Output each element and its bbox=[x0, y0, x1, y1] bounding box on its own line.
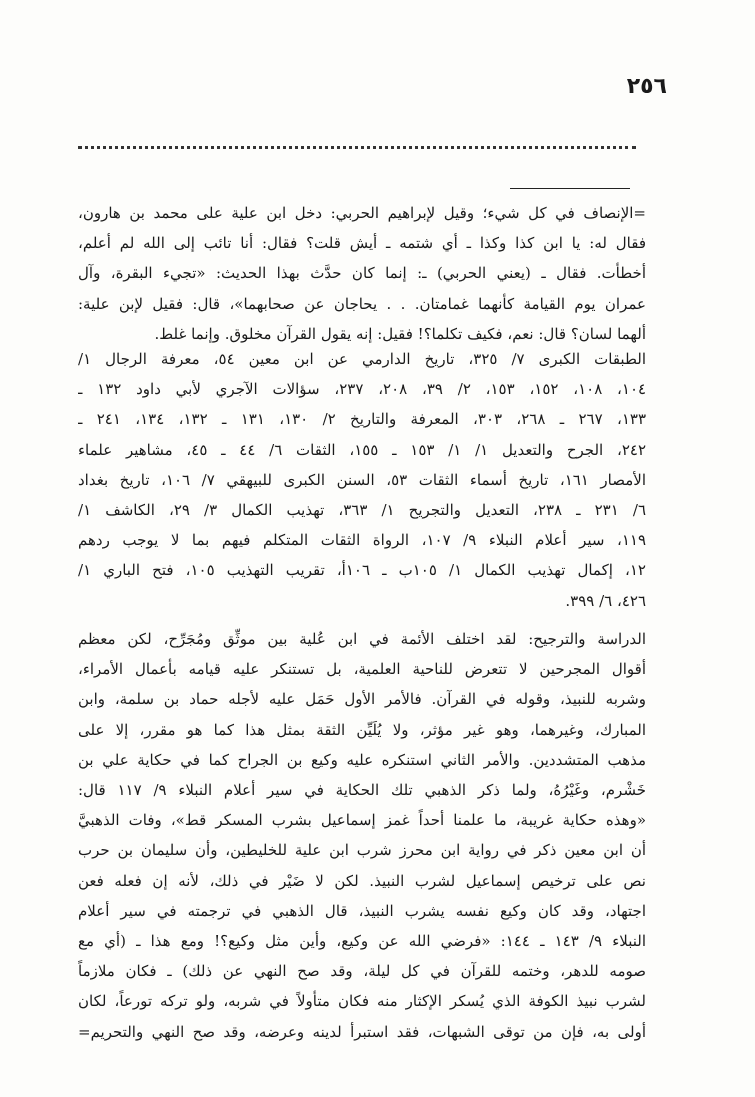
text-line: عمران يوم القيامة كأنهما غمامتان. . . يحاجان عن صحابهما»، قال: فقيل لإبن علية: bbox=[78, 294, 646, 313]
text-line: ١٠٤، ١٠٨، ١٥٢، ١٥٣، ٢/ ٣٩، ٢٠٨، ٢٣٧، سؤالات الآجري لأبي داود ١٣٢ ـ bbox=[78, 380, 646, 399]
text-line: لشرب نبيذ الكوفة الذي يُسكر الإكثار منه فكان متأولاً في شربه، ولو تركه تورعاً، لكان bbox=[78, 992, 646, 1011]
text-line: نص على ترخيص إسماعيل لشرب النبيذ. لكن لا ضَيْر في ذلك، لأنه إن فعله فعن bbox=[78, 871, 646, 890]
text-line: الطبقات الكبرى ٧/ ٣٢٥، تاريخ الدارمي عن ابن معين ٥٤، معرفة الرجال ١/ bbox=[78, 350, 646, 368]
text-line: «وهذه حكاية غريبة، ما علمنا أحداً غمز إسماعيل بشرب المسكر قط»، وفات الذهبيَّ bbox=[78, 811, 646, 830]
text-line: أقوال المجرحين لا تتعرض للناحية العلمية، بل تستنكر عليه قيامه بأعمال الأمراء، bbox=[78, 660, 646, 679]
text-line: أولى به، فإن من توقى الشبهات، فقد استبرأ لدينه وعرضه، وقد صح النهي والتحريم= bbox=[78, 1022, 646, 1041]
text-line: ١٢، إكمال تهذيب الكمال ١/ ١٠٥ب ـ ١٠٦أ، تقريب التهذيب ١٠٥، فتح الباري ١/ bbox=[78, 561, 646, 580]
text-line: ١١٩، سير أعلام النبلاء ٩/ ١٠٧، الرواة الثقات المتكلم فيهم بما لا يوجب ردهم bbox=[78, 531, 646, 550]
text-line: النبلاء ٩/ ١٤٣ ـ ١٤٤: «فرضي الله عن وكيع، وأين مثل وكيع؟! ومع هذا ـ (أي مع bbox=[78, 932, 646, 951]
footnote-continuation bbox=[78, 198, 646, 349]
text-line: ٦/ ٢٣١ ـ ٢٣٨، التعديل والتجريح ١/ ٣٦٣، تهذيب الكمال ٣/ ٢٩، الكاشف ١/ bbox=[78, 501, 646, 520]
text-line: أن ابن معين ذكر في رواية ابن محرز شرب ابن علية للخليطين، وأن سليمان بن حرب bbox=[78, 841, 646, 860]
sources-paragraph bbox=[78, 344, 646, 616]
text-line: وشربه للنبيذ، وقوله في القرآن. فالأمر الأول حَمَل عليه لأجله حماد بن سلمة، وابن bbox=[78, 690, 646, 709]
text-line: صومه للدهر، وختمه للقرآن في كل ليلة، وقد صح النهي عن ذلك) ـ فكان ملازماً bbox=[78, 962, 646, 981]
dotted-separator bbox=[78, 146, 636, 149]
text-line: ألهما لسان؟ قال: نعم، فكيف تكلما؟! فقيل: إنه يقول القرآن مخلوق. وإنما غلط. bbox=[154, 324, 646, 343]
text-line: ٤٢٦، ٦/ ٣٩٩. bbox=[565, 591, 646, 610]
text-line: المبارك، وغيرهما، وهو غير مؤثر، ولا يُلَيِّن الثقة بمثل هذا كما هو مقرر، إلا على bbox=[78, 720, 646, 739]
text-line: اجتهاد، وقد كان وكيع نفسه يشرب النبيذ، قال الذهبي في ترجمته في سير أعلام bbox=[78, 901, 646, 920]
footnote-rule bbox=[510, 188, 630, 189]
text-line: =الإنصاف في كل شيء؛ وقيل لإبراهيم الحربي: دخل ابن علية على محمد بن هارون، bbox=[78, 204, 646, 222]
page-number: ٢٥٦ bbox=[626, 74, 667, 99]
text-line: ٢٤٢، الجرح والتعديل ١/ ١/ ١٥٣ ـ ١٥٥، الثقات ٦/ ٤٤ ـ ٤٥، مشاهير علماء bbox=[78, 440, 646, 459]
text-line: الدراسة والترجيح: لقد اختلف الأئمة في ابن عُلية بين موثِّق ومُجَرِّح، لكن معظم bbox=[78, 630, 646, 648]
study-paragraph bbox=[78, 624, 646, 1047]
text-line: مذهب المتشددين. والأمر الثاني استنكره عليه وكيع بن الجراح كما في حكاية علي بن bbox=[78, 750, 646, 769]
text-line: فقال له: يا ابن كذا وكذا ـ أي شتمه ـ أيش قلت؟ فقال: أنا تائب إلى الله لم أعلم، bbox=[78, 234, 646, 253]
text-line: أخطأت. فقال ـ (يعني الحربي) ـ: إنما كان حدَّث بهذا الحديث: «تجيء البقرة، وآل bbox=[78, 264, 646, 283]
text-line: ١٣٣، ٢٦٧ ـ ٢٦٨، ٣٠٣، المعرفة والتاريخ ٢/ ١٣٠، ١٣١ ـ ١٣٢، ١٣٤، ٢٤١ ـ bbox=[78, 410, 646, 429]
text-line: الأمصار ١٦١، تاريخ أسماء الثقات ٥٣، السنن الكبرى للبيهقي ٧/ ١٠٦، تاريخ بغداد bbox=[78, 470, 646, 489]
text-line: خَشْرم، وغَيْرُهُ، ولما ذكر الذهبي تلك الحكاية في سير أعلام النبلاء ٩/ ١١٧ قال: bbox=[78, 781, 646, 800]
